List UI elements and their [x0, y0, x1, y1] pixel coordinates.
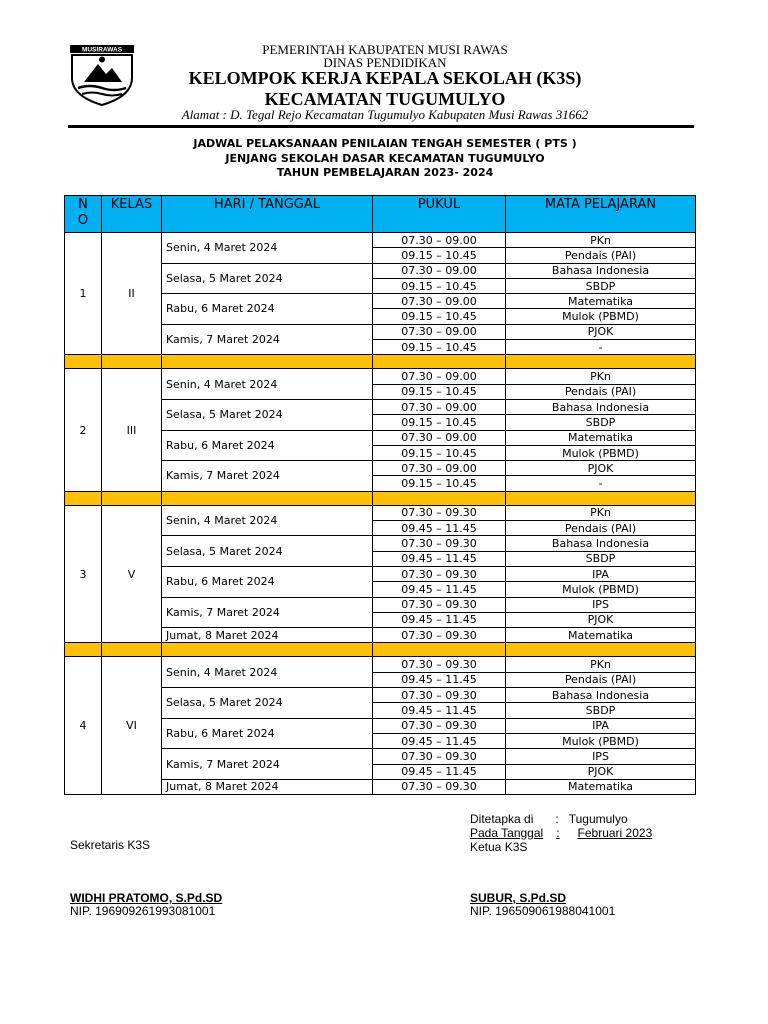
document-year: TAHUN PEMBELAJARAN 2023- 2024: [276, 166, 494, 179]
cell-subject: SBDP: [506, 415, 696, 430]
date-separator: :: [556, 826, 560, 840]
cell-subject: -: [506, 340, 696, 355]
separator-cell: [162, 643, 373, 657]
group-separator-row: [65, 643, 696, 657]
group-separator-row: [65, 491, 696, 505]
cell-date: Kamis, 7 Maret 2024: [162, 749, 373, 780]
cell-date: Senin, 4 Maret 2024: [162, 505, 373, 536]
cell-no: 1: [65, 233, 102, 355]
place-label: Ditetapka di: [470, 812, 534, 826]
cell-subject: SBDP: [506, 551, 696, 566]
cell-time: 07.30 – 09.00: [373, 294, 506, 309]
cell-subject: SBDP: [506, 278, 696, 293]
cell-subject: Mulok (PBMD): [506, 445, 696, 460]
cell-time: 07.30 – 09.30: [373, 566, 506, 581]
separator-cell: [373, 355, 506, 369]
cell-date: Kamis, 7 Maret 2024: [162, 324, 373, 355]
cell-time: 09.45 – 11.45: [373, 672, 506, 687]
cell-subject: PKn: [506, 369, 696, 384]
cell-time: 09.15 – 10.45: [373, 248, 506, 263]
header-department: DINAS PENDIDIKAN: [323, 55, 447, 70]
separator-cell: [102, 643, 162, 657]
table-header-row: [65, 196, 696, 233]
group-separator-row: [65, 355, 696, 369]
header-district: KECAMATAN TUGUMULYO: [264, 89, 506, 109]
cell-date: Selasa, 5 Maret 2024: [162, 688, 373, 719]
cell-subject: Pendais (PAI): [506, 248, 696, 263]
cell-no: 4: [65, 657, 102, 795]
cell-subject: Bahasa Indonesia: [506, 399, 696, 414]
cell-subject: IPS: [506, 597, 696, 612]
cell-time: 09.45 – 11.45: [373, 582, 506, 597]
place-separator: :: [555, 812, 559, 826]
cell-time: 09.15 – 10.45: [373, 278, 506, 293]
header-hari-tanggal: HARI / TANGGAL: [162, 196, 373, 233]
cell-date: Rabu, 6 Maret 2024: [162, 566, 373, 597]
cell-subject: Bahasa Indonesia: [506, 688, 696, 703]
cell-date: Rabu, 6 Maret 2024: [162, 718, 373, 749]
date-line: [470, 826, 652, 840]
cell-time: 09.15 – 10.45: [373, 445, 506, 460]
cell-subject: Pendais (PAI): [506, 521, 696, 536]
cell-time: 07.30 – 09.30: [373, 749, 506, 764]
cell-time: 07.30 – 09.30: [373, 688, 506, 703]
schedule-table: [64, 195, 696, 795]
cell-kelas: II: [102, 233, 162, 355]
cell-subject: -: [506, 476, 696, 491]
cell-subject: Pendais (PAI): [506, 672, 696, 687]
separator-cell: [102, 491, 162, 505]
left-role: Sekretaris K3S: [70, 838, 151, 852]
cell-time: 07.30 – 09.00: [373, 263, 506, 278]
date-value: Februari 2023: [577, 826, 653, 840]
right-signatory-nip: NIP. 196509061988041001: [470, 904, 616, 918]
cell-time: 07.30 – 09.30: [373, 536, 506, 551]
left-signatory-nip: NIP. 196909261993081001: [70, 904, 216, 918]
cell-time: 09.45 – 11.45: [373, 521, 506, 536]
cell-kelas: III: [102, 369, 162, 491]
date-label: Pada Tanggal: [470, 826, 544, 840]
cell-subject: PJOK: [506, 324, 696, 339]
header-pukul: PUKUL: [373, 196, 506, 233]
separator-cell: [373, 643, 506, 657]
cell-subject: PKn: [506, 657, 696, 672]
place-value: Tugumulyo: [568, 812, 628, 826]
document-subtitle: JENJANG SEKOLAH DASAR KECAMATAN TUGUMULYO: [225, 152, 545, 165]
cell-subject: Matematika: [506, 430, 696, 445]
header-organization: KELOMPOK KERJA KEPALA SEKOLAH (K3S): [188, 68, 582, 88]
table-row: [65, 657, 696, 672]
cell-subject: Bahasa Indonesia: [506, 536, 696, 551]
cell-date: Jumat, 8 Maret 2024: [162, 779, 373, 794]
separator-cell: [65, 355, 102, 369]
separator-cell: [373, 491, 506, 505]
left-signatory-name: WIDHI PRATOMO, S.Pd.SD: [70, 891, 223, 905]
header-kelas: KELAS: [102, 196, 162, 233]
right-role: Ketua K3S: [470, 840, 528, 854]
cell-subject: Matematika: [506, 779, 696, 794]
schedule-body: [65, 233, 696, 795]
cell-subject: Pendais (PAI): [506, 384, 696, 399]
header-government: PEMERINTAH KABUPATEN MUSI RAWAS: [262, 42, 508, 57]
cell-time: 07.30 – 09.30: [373, 779, 506, 794]
cell-date: Senin, 4 Maret 2024: [162, 369, 373, 400]
separator-cell: [162, 355, 373, 369]
cell-subject: IPA: [506, 718, 696, 733]
cell-subject: IPS: [506, 749, 696, 764]
logo-text: MUSIRAWAS: [81, 46, 123, 54]
document-title: JADWAL PELAKSANAAN PENILAIAN TENGAH SEMESTER ( PTS ): [193, 137, 577, 150]
cell-kelas: V: [102, 505, 162, 643]
cell-kelas: VI: [102, 657, 162, 795]
cell-time: 07.30 – 09.30: [373, 657, 506, 672]
cell-time: 07.30 – 09.30: [373, 718, 506, 733]
separator-cell: [65, 643, 102, 657]
cell-subject: PKn: [506, 233, 696, 248]
cell-time: 07.30 – 09.00: [373, 399, 506, 414]
header-mata-pelajaran: MATA PELAJARAN: [506, 196, 696, 233]
cell-time: 07.30 – 09.00: [373, 369, 506, 384]
cell-date: Rabu, 6 Maret 2024: [162, 430, 373, 461]
cell-time: 09.15 – 10.45: [373, 384, 506, 399]
cell-time: 07.30 – 09.00: [373, 461, 506, 476]
cell-no: 2: [65, 369, 102, 491]
cell-time: 07.30 – 09.30: [373, 628, 506, 643]
cell-time: 09.15 – 10.45: [373, 415, 506, 430]
cell-subject: PJOK: [506, 461, 696, 476]
cell-date: Senin, 4 Maret 2024: [162, 233, 373, 264]
cell-subject: PKn: [506, 505, 696, 520]
cell-time: 09.15 – 10.45: [373, 476, 506, 491]
cell-subject: SBDP: [506, 703, 696, 718]
cell-subject: Mulok (PBMD): [506, 309, 696, 324]
table-row: [65, 233, 696, 248]
cell-subject: Mulok (PBMD): [506, 733, 696, 748]
header-no: N O: [65, 196, 102, 233]
table-row: [65, 505, 696, 520]
separator-cell: [65, 491, 102, 505]
cell-date: Selasa, 5 Maret 2024: [162, 263, 373, 294]
cell-date: Jumat, 8 Maret 2024: [162, 628, 373, 643]
cell-time: 07.30 – 09.00: [373, 233, 506, 248]
header-divider: [68, 125, 694, 128]
cell-date: Senin, 4 Maret 2024: [162, 657, 373, 688]
musi-rawas-emblem: [68, 44, 136, 106]
cell-time: 09.45 – 11.45: [373, 733, 506, 748]
cell-date: Selasa, 5 Maret 2024: [162, 399, 373, 430]
separator-cell: [162, 491, 373, 505]
separator-cell: [506, 355, 696, 369]
cell-time: 09.45 – 11.45: [373, 703, 506, 718]
cell-subject: Matematika: [506, 294, 696, 309]
cell-time: 09.15 – 10.45: [373, 309, 506, 324]
place-line: [470, 812, 628, 826]
cell-time: 07.30 – 09.30: [373, 597, 506, 612]
cell-time: 09.15 – 10.45: [373, 340, 506, 355]
cell-date: Kamis, 7 Maret 2024: [162, 461, 373, 492]
separator-cell: [506, 491, 696, 505]
cell-time: 07.30 – 09.30: [373, 505, 506, 520]
cell-time: 09.45 – 11.45: [373, 551, 506, 566]
cell-time: 09.45 – 11.45: [373, 764, 506, 779]
cell-subject: IPA: [506, 566, 696, 581]
cell-subject: Mulok (PBMD): [506, 582, 696, 597]
separator-cell: [102, 355, 162, 369]
cell-time: 07.30 – 09.00: [373, 430, 506, 445]
cell-date: Selasa, 5 Maret 2024: [162, 536, 373, 567]
cell-date: Kamis, 7 Maret 2024: [162, 597, 373, 628]
cell-time: 09.45 – 11.45: [373, 612, 506, 627]
header-address: Alamat : D. Tegal Rejo Kecamatan Tugumulyo Kabupaten Musi Rawas 31662: [181, 107, 589, 122]
cell-subject: Matematika: [506, 628, 696, 643]
cell-subject: Bahasa Indonesia: [506, 263, 696, 278]
cell-time: 07.30 – 09.00: [373, 324, 506, 339]
right-signatory-name: SUBUR, S.Pd.SD: [470, 891, 567, 905]
separator-cell: [506, 643, 696, 657]
cell-no: 3: [65, 505, 102, 643]
cell-subject: PJOK: [506, 764, 696, 779]
cell-subject: PJOK: [506, 612, 696, 627]
cell-date: Rabu, 6 Maret 2024: [162, 294, 373, 325]
table-row: [65, 369, 696, 384]
